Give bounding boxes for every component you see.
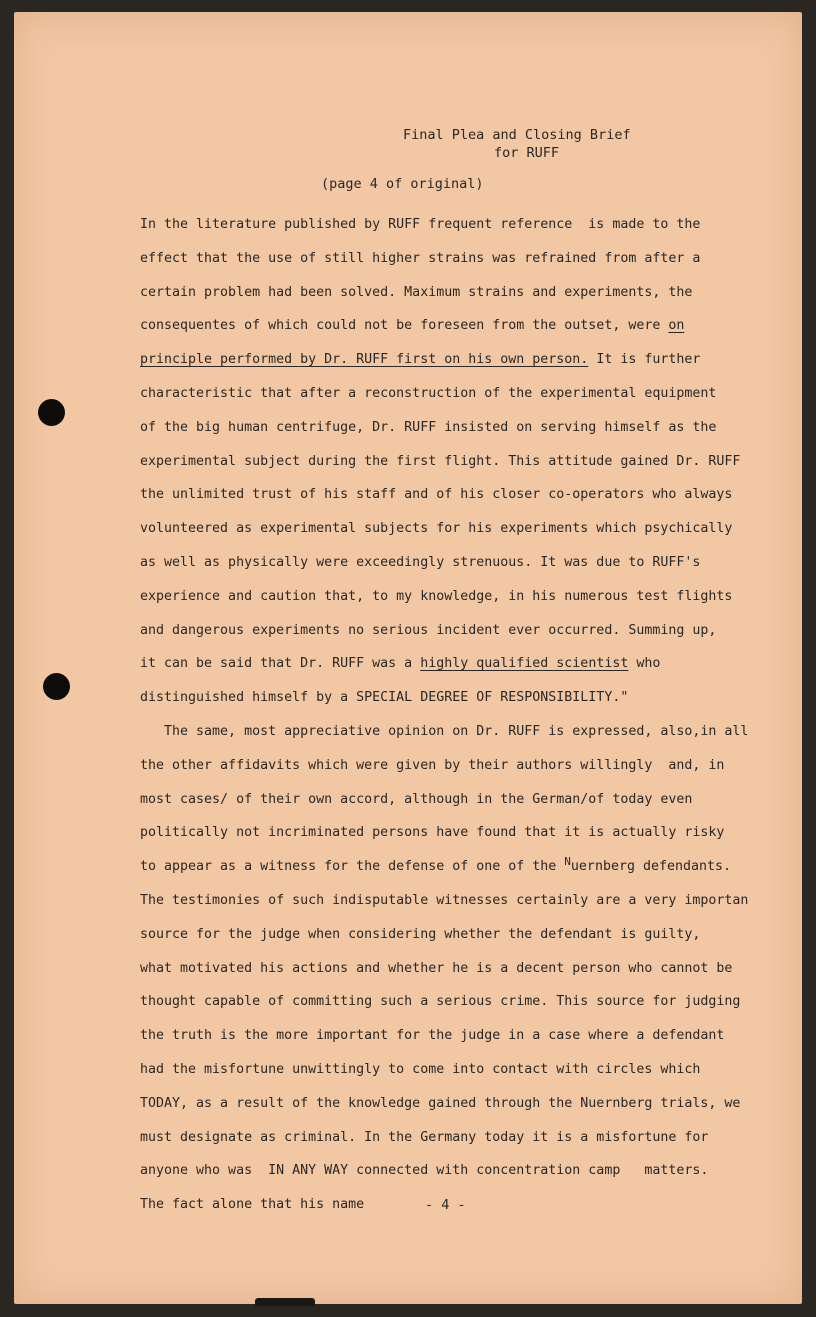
text-segment: consequentes of which could not be foreseen from the outset, were	[140, 318, 669, 334]
text-line: volunteered as experimental subjects for his experiments which psychically	[140, 521, 733, 537]
text-line: In the literature published by RUFF frequent reference is made to the	[140, 217, 701, 232]
text-segment: uernberg defendants.	[570, 859, 732, 875]
punch-hole-bottom	[43, 673, 70, 700]
text-line: characteristic that after a reconstruction of the experimental equipment	[140, 385, 717, 401]
text-line: what motivated his actions and whether he is a decent person who cannot be	[140, 960, 733, 976]
text-line: certain problem had been solved. Maximum strains and experiments, the	[140, 284, 693, 300]
text-segment: It is further	[588, 352, 701, 368]
text-line: source for the judge when considering whether the defendant is guilty,	[140, 926, 701, 942]
text-line: experience and caution that, to my knowledge, in his numerous test flights	[140, 588, 733, 604]
punch-hole-top	[38, 399, 65, 426]
page-number: - 4 -	[425, 1197, 466, 1213]
text-line: The fact alone that his name	[140, 1197, 365, 1213]
text-line: the truth is the more important for the judge in a case where a defendant	[140, 1028, 725, 1044]
document-title: Final Plea and Closing Brief	[403, 127, 631, 143]
text-line: The testimonies of such indisputable witnesses certainly are a very importan	[140, 892, 749, 908]
text-line: of the big human centrifuge, Dr. RUFF insisted on serving himself as the	[140, 419, 717, 435]
text-line: the other affidavits which were given by their authors willingly and, in	[140, 757, 725, 773]
text-line: anyone who was IN ANY WAY connected with concentration camp matters.	[140, 1163, 709, 1179]
text-line	[140, 343, 790, 377]
text-line	[140, 309, 790, 343]
text-line: distinguished himself by a SPECIAL DEGREE OF RESPONSIBILITY."	[140, 690, 629, 706]
underlined-text: on	[668, 318, 685, 334]
text-line: most cases/ of their own accord, although in the German/of today even	[140, 791, 693, 807]
page-reference: (page 4 of original)	[321, 176, 484, 192]
text-line: thought capable of committing such a serious crime. This source for judging	[140, 994, 741, 1010]
text-line: the unlimited trust of his staff and of his closer co-operators who always	[140, 487, 733, 503]
underlined-text: principle performed by Dr. RUFF first on his own person.	[140, 352, 589, 368]
text-line: had the misfortune unwittingly to come into contact with circles which	[140, 1061, 701, 1077]
text-line: and dangerous experiments no serious incident ever occurred. Summing up,	[140, 622, 717, 638]
text-segment: to appear as a witness for the defense of one of the	[140, 859, 565, 875]
superscript-letter: N	[564, 855, 571, 869]
text-line: politically not incriminated persons have found that it is actually risky	[140, 825, 725, 841]
binder-clip	[255, 1298, 315, 1306]
text-line	[140, 647, 790, 681]
text-line: TODAY, as a result of the knowledge gained through the Nuernberg trials, we	[140, 1095, 741, 1111]
text-line: as well as physically were exceedingly strenuous. It was due to RUFF's	[140, 554, 701, 570]
text-line	[140, 850, 790, 884]
text-line: must designate as criminal. In the Germany today it is a misfortune for	[140, 1129, 709, 1145]
text-line: experimental subject during the first flight. This attitude gained Dr. RUFF	[140, 453, 741, 469]
underlined-text: highly qualified scientist	[420, 656, 629, 672]
text-segment: it can be said that Dr. RUFF was a	[140, 656, 421, 672]
text-segment: who	[628, 656, 661, 672]
text-line: effect that the use of still higher strains was refrained from after a	[140, 250, 701, 266]
text-line: The same, most appreciative opinion on Dr. RUFF is expressed, also,in all	[140, 723, 749, 739]
body-text	[140, 208, 790, 1222]
document-subtitle: for RUFF	[494, 145, 560, 161]
